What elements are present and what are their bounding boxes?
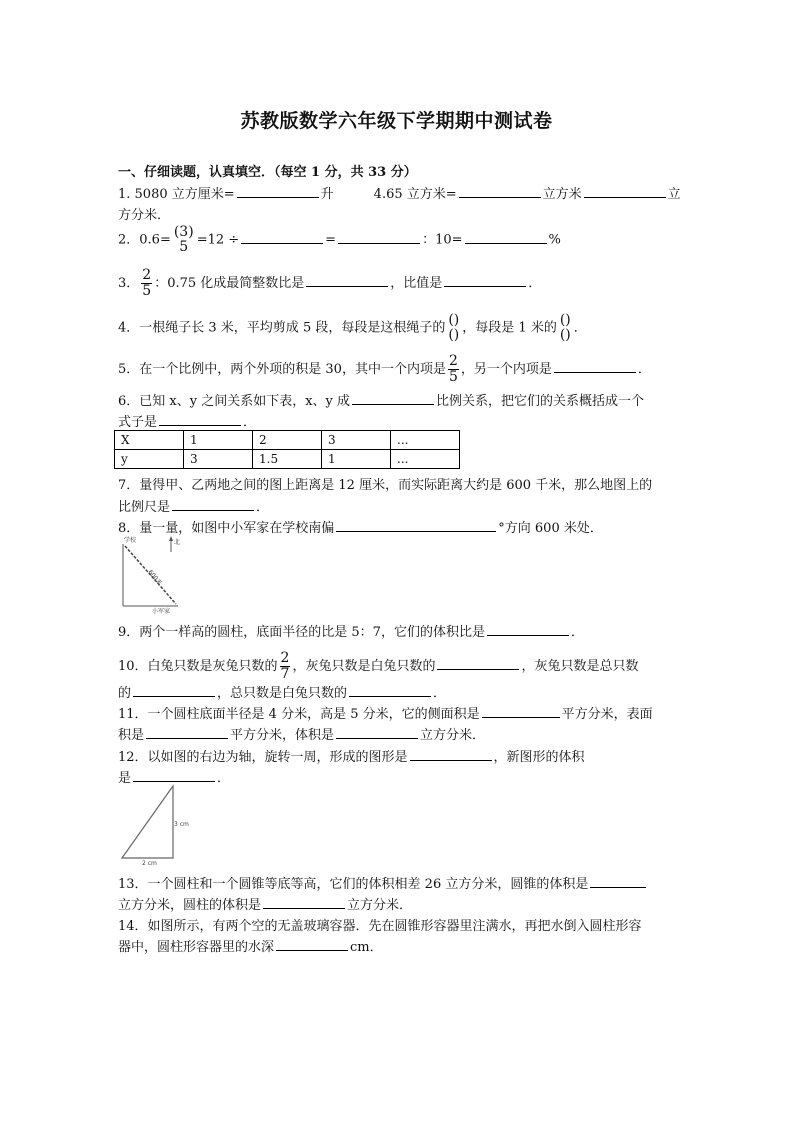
q4-text-b: ，每段是 1 米的 [462, 320, 557, 336]
table-cell: ... [391, 450, 460, 469]
table-cell: X [115, 431, 184, 450]
base-label: 2 cm [142, 860, 157, 867]
q10-text-a: 10．白兔只数是灰兔只数的 [118, 659, 278, 674]
q13-text-b: 立方分米，圆柱的体积是 [118, 898, 262, 913]
q5-fraction [448, 354, 459, 385]
table-row [115, 450, 460, 469]
q6-text-c: 式子是 [118, 415, 158, 430]
q9-text-a: 9．两个一样高的圆柱，底面半径的比是 5：7，它们的体积比是 [118, 625, 485, 640]
q8-text-b: °方向 600 米处． [498, 521, 603, 536]
q2-fraction [173, 225, 195, 255]
fraction-denominator: 5 [142, 283, 152, 299]
question-9 [118, 621, 584, 640]
fraction-denominator: 7 [280, 666, 290, 682]
q11-text-a: 11．一个圆柱底面半径是 4 分米，高是 5 分米，它的侧面积是 [118, 707, 480, 722]
q3-fraction [141, 268, 152, 299]
table-cell: 3 [322, 431, 391, 450]
height-label: 3 cm [174, 821, 189, 828]
table-cell: ... [391, 431, 460, 450]
q6-text-b: 比例关系，把它们的关系概括成一个 [436, 394, 645, 409]
fraction-numerator: () [448, 312, 460, 328]
q3-text-d: ． [528, 276, 542, 291]
answer-blank[interactable] [146, 737, 228, 739]
north-arrowhead-icon [169, 536, 173, 541]
table-cell: 1 [184, 431, 253, 450]
question-10-cont [118, 682, 446, 701]
answer-blank[interactable] [338, 242, 420, 244]
answer-blank[interactable] [172, 509, 254, 511]
fraction-numerator: 2 [280, 650, 290, 666]
q1-text-a: 1. 5080 立方厘米= [118, 187, 235, 202]
answer-blank[interactable] [437, 668, 519, 670]
answer-blank[interactable] [263, 907, 345, 909]
q5-text-b: ，另一个内项是 [460, 362, 552, 377]
table-cell: 1.5 [253, 450, 322, 469]
answer-blank[interactable] [487, 634, 569, 636]
answer-blank[interactable] [241, 242, 323, 244]
q2-text-b: =12 ÷ [196, 232, 240, 248]
answer-blank[interactable] [349, 695, 431, 697]
answer-blank[interactable] [133, 695, 215, 697]
table-cell: 2 [253, 431, 322, 450]
q5-text-a: 5．在一个比例中，两个外项的积是 30，其中一个内项是 [118, 362, 446, 377]
q13-text-c: 立方分米． [347, 898, 413, 913]
q2-text-a: 2．0.6= [118, 232, 171, 248]
home-label: 小军家 [152, 608, 171, 615]
fraction-numerator: 2 [448, 353, 458, 369]
fraction-numerator: 2 [142, 267, 152, 283]
q1-text-e: 立 [667, 187, 681, 202]
question-14-cont [118, 936, 383, 955]
q12-text-d: ． [217, 771, 231, 786]
question-1 [118, 183, 681, 202]
answer-blank[interactable] [590, 886, 646, 888]
question-5 [118, 354, 651, 385]
answer-blank[interactable] [482, 716, 560, 718]
answer-blank[interactable] [554, 371, 636, 373]
section-1-heading: 一、仔细读题，认真填空．（每空 1 分，共 33 分） [118, 165, 417, 180]
answer-blank[interactable] [410, 759, 492, 761]
q5-text-c: ． [637, 362, 651, 377]
question-8 [118, 517, 603, 536]
question-12 [118, 746, 585, 765]
question-7: 7．量得甲、乙两地之间的图上距离是 12 厘米，而实际距离大约是 600 千米，那么地图上的 [118, 478, 653, 493]
answer-blank[interactable] [459, 196, 541, 198]
question-10 [118, 651, 639, 682]
fraction-numerator: (3) [173, 224, 194, 240]
q10-text-e: ，总只数是白兔只数的 [217, 686, 348, 701]
distance-label: 600米 [146, 568, 164, 587]
question-13 [118, 873, 648, 892]
q10-text-b: ，灰兔只数是白兔只数的 [292, 659, 436, 674]
q3-text-c: ，比值是 [390, 276, 443, 291]
school-label: 学校 [124, 537, 137, 544]
answer-blank[interactable] [336, 530, 496, 532]
right-triangle-diagram [116, 782, 198, 868]
q11-text-c: 积是 [118, 728, 145, 743]
q10-text-f: ． [433, 686, 447, 701]
question-11-cont [118, 724, 485, 743]
answer-blank[interactable] [276, 949, 348, 951]
answer-blank[interactable] [584, 196, 666, 198]
question-14: 14．如图所示，有两个空的无盖玻璃容器．先在圆锥形容器里注满水，再把水倒入圆柱形容 [118, 919, 642, 934]
q1-text-d: 立方米 [542, 187, 582, 202]
q8-text-a: 8．量一量，如图中小军家在学校南偏 [118, 521, 335, 536]
page-title: 苏教版数学六年级下学期期中测试卷 [240, 110, 553, 132]
answer-blank[interactable] [306, 285, 388, 287]
right-triangle-shape [122, 786, 173, 858]
q4-fraction-2 [559, 313, 572, 343]
question-7-cont [118, 496, 269, 515]
q10-fraction [280, 651, 291, 682]
q14-text-c: cm． [350, 940, 383, 955]
q1-text-b: 升 [320, 187, 334, 202]
q2-text-c: = [325, 232, 337, 248]
question-1-cont: 方分米． [118, 208, 171, 223]
answer-blank[interactable] [336, 737, 418, 739]
question-4 [118, 313, 587, 343]
fraction-denominator: 5 [448, 369, 458, 385]
question-6-cont [118, 411, 256, 430]
q12-text-c: 是 [118, 771, 132, 786]
question-2 [118, 225, 561, 255]
q4-fraction-1 [447, 313, 460, 343]
q9-text-b: ． [570, 625, 584, 640]
answer-blank[interactable] [159, 424, 241, 426]
q12-text-a: 12．以如图的右边为轴，旋转一周，形成的图形是 [118, 750, 408, 765]
answer-blank[interactable] [444, 285, 526, 287]
answer-blank[interactable] [352, 403, 434, 405]
answer-blank[interactable] [465, 242, 547, 244]
answer-blank[interactable] [237, 196, 319, 198]
q1-text-c: 4.65 立方米= [373, 187, 457, 202]
q6-text-d: ． [243, 415, 257, 430]
q2-text-d: ：10= [422, 232, 463, 248]
q13-text-a: 13．一个圆柱和一个圆锥等底等高，它们的体积相差 26 立方分米，圆锥的体积是 [118, 877, 589, 892]
q11-text-b: 平方分米，表面 [561, 707, 653, 722]
q6-text-a: 6．已知 x、y 之间关系如下表，x、y 成 [118, 394, 351, 409]
table-cell: 1 [322, 450, 391, 469]
question-13-cont [118, 894, 412, 913]
q7-text-b: 比例尺是 [118, 500, 171, 515]
q7-text-c: ． [256, 500, 270, 515]
q4-text-c: ． [573, 320, 587, 336]
q11-text-d: 平方分米，体积是 [230, 728, 335, 743]
table-cell: y [115, 450, 184, 469]
q12-text-b: ，新图形的体积 [493, 750, 585, 765]
school-home-diagram [116, 534, 186, 616]
fraction-denominator: 5 [179, 239, 189, 255]
table-row [115, 431, 460, 450]
question-11 [118, 703, 653, 722]
north-label: 北 [174, 539, 181, 546]
fraction-denominator: () [448, 327, 460, 343]
fraction-denominator: () [559, 327, 571, 343]
q2-text-e: % [548, 232, 561, 248]
q4-text-a: 4．一根绳子长 3 米，平均剪成 5 段，每段是这根绳子的 [118, 320, 446, 336]
question-3 [118, 268, 541, 299]
fraction-numerator: () [559, 312, 571, 328]
question-6 [118, 390, 644, 409]
q11-text-e: 立方分米． [420, 728, 486, 743]
q10-text-c: ，灰兔只数是总只数 [521, 659, 639, 674]
q14-text-b: 器中，圆柱形容器里的水深 [118, 940, 275, 955]
table-cell: 3 [184, 450, 253, 469]
q3-text-a: 3． [118, 276, 140, 291]
xy-table [114, 430, 460, 469]
q3-text-b: ：0.75 化成最简整数比是 [154, 276, 305, 291]
q10-text-d: 的 [118, 686, 132, 701]
